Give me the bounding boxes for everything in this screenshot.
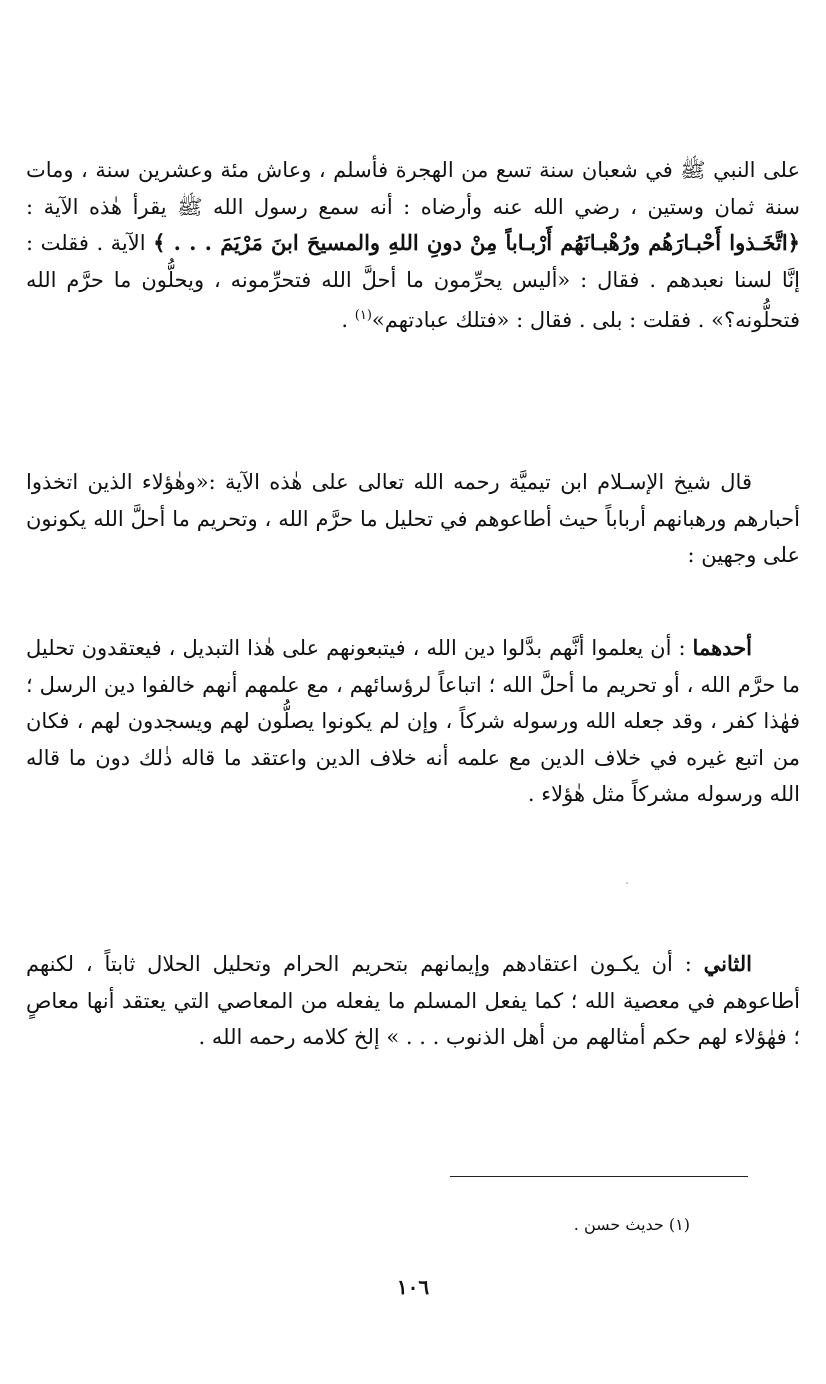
paragraph-ibn-taymiyyah: قال شيخ الإسـلام ابن تيميَّة رحمه الله تعالى على هٰذه الآية :«وهٰؤلاء الذين اتخذوا أحبارهم ورهبانهم أرباباً حيث أطاعوهم في تحليل ما حرَّم الله ، وتحريم ما أحلَّ الله يكونون على وجهين :: [26, 470, 800, 567]
second-case-heading: الثاني: [703, 951, 752, 976]
paragraph-text: : أن يعلموا أنَّهم بدَّلوا دين الله ، فيتبعونهم على هٰذا التبديل ، فيعتقدون تحليل ما حرَّم الله ، أو تحريم ما أحلَّ الله ؛ اتباعاً لرؤسائهم ، مع علمهم أنهم خالفوا دين الرسل ؛ فهٰذا كفر ، وقد جعله الله ورسوله شركاً ، وإن لم يكونوا يصلُّون لهم ويسجدون لهم ، فكان من اتبع غيره في خلاف الدين مع علمه أنه خلاف الدين واعتقد ما قاله ذٰلك دون ما قاله الله ورسوله مشركاً مثل هٰؤلاء .: [26, 636, 800, 806]
paragraph-hadith: [26, 152, 800, 339]
page-number: ١٠٦: [396, 1275, 430, 1299]
footnote-reference: (١): [354, 308, 372, 323]
scan-speck: [626, 882, 628, 884]
paragraph-text: الآية . فقلت : إنَّا لسنا نعبدهم . فقال : «أليس يحرِّمون ما أحلَّ الله فتحرِّمونه ، ويحلُّون ما حرَّم الله فتحلُّونه؟» . فقلت : بلى . فقال : «فتلك عبادتهم»: [26, 231, 800, 332]
paragraph-first-case: [26, 630, 800, 813]
paragraph-text: : أن يكـون اعتقادهم وإيمانهم بتحريم الحرام وتحليل الحلال ثابتاً ، لكنهم أطاعوهم في معصية الله ؛ كما يفعل المسلم ما يفعله من المعاصي التي يعتقد أنها معاصٍ ؛ فهٰؤلاء لهم حكم أمثالهم من أهل الذنوب . . . » إلخ كلامه رحمه الله .: [26, 952, 800, 1049]
quran-verse: ﴿اتَّخَـذوا أَحْبـارَهُم ورُهْبـانَهُم أَرْبـاباً مِنْ دونِ اللهِ والمسيحَ ابنَ مَرْيَمَ . . . ﴾: [153, 230, 800, 255]
paragraph-end: .: [341, 308, 355, 332]
paragraph-text: على النبي ﷺ في شعبان سنة تسع من الهجرة فأسلم ، وعاش مئة وعشرين سنة ، ومات سنة ثمان وستين ، رضي الله عنه وأرضاه : أنه سمع رسول الله ﷺ يقرأ هٰذه الآية :: [26, 158, 800, 219]
first-case-heading: أحدهما: [692, 635, 752, 660]
footnote-divider: [450, 1176, 748, 1177]
paragraph-second-case: [26, 946, 800, 1056]
footnote: (١) حديث حسن .: [573, 1215, 690, 1234]
